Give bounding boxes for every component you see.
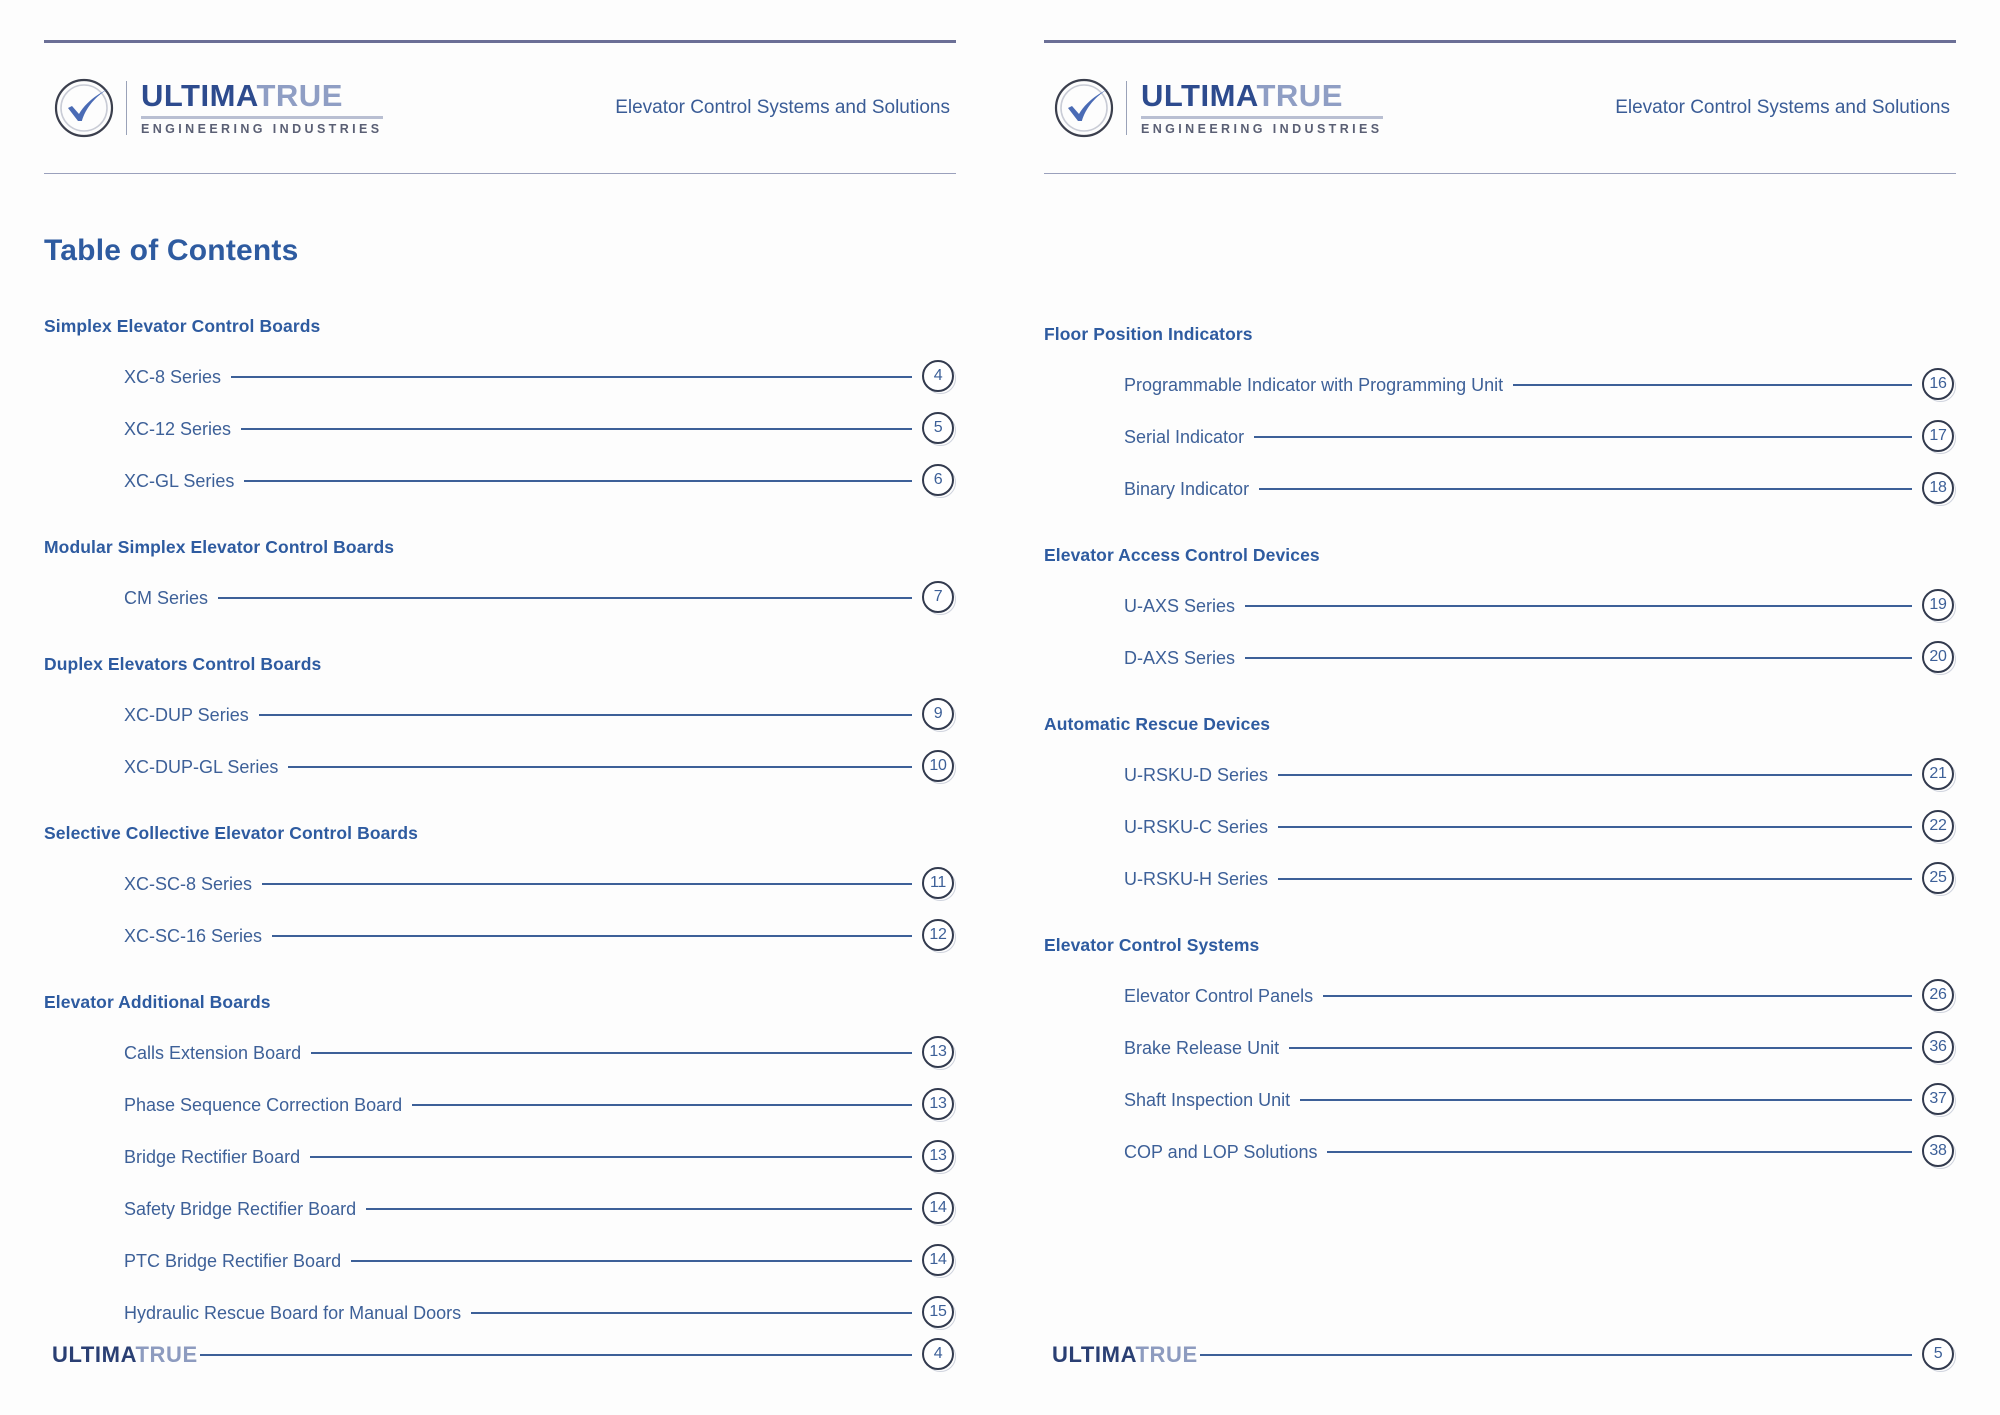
toc-leader-line [241,428,912,430]
header-title-left: Elevator Control Systems and Solutions [615,97,950,118]
toc-entry-label: Phase Sequence Correction Board [124,1094,403,1115]
toc-page-number: 5 [933,419,943,436]
toc-page-number-badge[interactable] [1922,472,1956,506]
footer-brand-primary: ULTIMA [1052,1342,1136,1367]
toc-entry-label: U-RSKU-D Series [1124,764,1269,785]
toc-leader-line [259,714,912,716]
toc-entry[interactable] [1044,749,1956,801]
toc-leader-line [1245,657,1912,659]
toc-group-title: Elevator Control Systems [1044,935,1260,955]
page-right [1000,0,2000,1415]
toc-page-number: 17 [1929,427,1947,444]
toc-page-number-badge[interactable] [922,581,956,615]
toc-page-number-badge[interactable] [1922,368,1956,402]
toc-page-number: 38 [1929,1142,1947,1159]
toc-leader-line [1278,774,1912,776]
toc-entry[interactable] [1044,411,1956,463]
brand-name-secondary: TRUE [1256,78,1343,114]
toc-page-number: 22 [1929,817,1947,834]
footer-brand-secondary: TRUE [1135,1342,1198,1367]
toc-leader-line [1278,878,1912,880]
toc-entry[interactable] [1044,970,1956,1022]
page-header-left [44,40,956,174]
toc-page-number: 18 [1929,479,1947,496]
toc-leader-line [1289,1047,1912,1049]
toc-page-number: 37 [1929,1090,1947,1107]
toc-entry-label: Serial Indicator [1124,426,1245,447]
toc-leader-line [471,1312,912,1314]
toc-entry-label: XC-DUP-GL Series [124,756,279,777]
toc-entry[interactable] [44,689,956,741]
toc-page-number: 15 [929,1303,947,1320]
toc-leader-line [1300,1099,1912,1101]
brand-logo-left [44,76,383,140]
toc-leader-line [351,1260,912,1262]
toc-entry[interactable] [1044,463,1956,515]
toc-leader-line [1259,488,1912,490]
toc-group-title: Automatic Rescue Devices [1044,714,1271,734]
toc-entry[interactable] [1044,853,1956,905]
toc-leader-line [288,766,912,768]
toc-leader-line [412,1104,912,1106]
toc-page-number: 10 [929,757,947,774]
toc-entry-label: Elevator Control Panels [1124,985,1314,1006]
toc-entry-label: XC-GL Series [124,470,235,491]
toc-entry-label: U-RSKU-C Series [1124,816,1269,837]
toc-group [1044,324,1956,515]
toc-group-title: Floor Position Indicators [1044,324,1253,344]
toc-entry-label: Binary Indicator [1124,478,1250,499]
footer-leader-line [200,1354,912,1356]
toc-group [44,823,956,962]
toc-leader-line [311,1052,912,1054]
brand-tagline: ENGINEERING INDUSTRIES [141,122,383,137]
toc-group [44,537,956,624]
brand-name-secondary: TRUE [256,78,343,114]
toc-entry-label: U-RSKU-H Series [1124,868,1269,889]
toc-page-number-badge[interactable] [922,698,956,732]
toc-page-number: 13 [929,1147,947,1164]
toc-entry[interactable] [44,1287,956,1339]
brand-wordmark [141,80,383,136]
toc-page-number-badge[interactable] [922,1244,956,1278]
footer-page-number: 5 [1933,1345,1943,1362]
toc-entry[interactable] [44,910,956,962]
toc-page-number-badge[interactable] [1922,1135,1956,1169]
toc-leader-line [1327,1151,1912,1153]
toc-leader-line [272,935,912,937]
toc-page-number-badge[interactable] [922,1088,956,1122]
footer-leader-line [1200,1354,1912,1356]
brand-tagline: ENGINEERING INDUSTRIES [1141,122,1383,137]
toc-entry[interactable] [44,572,956,624]
toc-page-number: 21 [1929,765,1947,782]
footer-brand-right [1044,1342,1198,1368]
toc-leader-line [1254,436,1912,438]
toc-entry-label: Programmable Indicator with Programming Unit [1124,374,1504,395]
page-footer-left [44,1335,956,1375]
toc-entry[interactable] [44,1079,956,1131]
footer-brand-secondary: TRUE [135,1342,198,1367]
toc-leader-line [1513,384,1912,386]
toc-entry-label: Calls Extension Board [124,1042,302,1063]
toc-entry[interactable] [44,1235,956,1287]
toc-page-number-badge[interactable] [1922,979,1956,1013]
toc-group [44,316,956,507]
toc-page-number-badge[interactable] [1922,1031,1956,1065]
toc-page-number: 16 [1929,375,1947,392]
toc-group-title: Selective Collective Elevator Control Boards [44,823,418,843]
toc-entry[interactable] [1044,1074,1956,1126]
toc-group-title: Elevator Additional Boards [44,992,271,1012]
toc-group [1044,714,1956,905]
toc-entry-label: CM Series [124,587,209,608]
toc-page-number-badge[interactable] [922,750,956,784]
toc-page-number-badge[interactable] [1922,420,1956,454]
toc-page-number-badge[interactable] [922,1036,956,1070]
brand-underline [141,116,383,119]
toc-group [44,992,956,1339]
toc-page-number-badge[interactable] [922,360,956,394]
footer-page-number-badge [1922,1338,1956,1372]
toc-page-number: 14 [929,1251,947,1268]
footer-page-number: 4 [933,1345,943,1362]
toc-entry[interactable] [44,1183,956,1235]
toc-entry-label: Brake Release Unit [1124,1037,1280,1058]
toc-entry[interactable] [1044,359,1956,411]
toc-page-number-badge[interactable] [1922,862,1956,896]
toc-page-number: 12 [929,926,947,943]
toc-page-number-badge[interactable] [922,867,956,901]
toc-group [44,654,956,793]
toc-entry[interactable] [1044,801,1956,853]
toc-page-number-badge[interactable] [922,1192,956,1226]
brand-divider [1126,81,1127,135]
toc-entry[interactable] [44,858,956,910]
toc-entry-label: XC-12 Series [124,418,232,439]
toc-page-number-badge[interactable] [922,919,956,953]
footer-brand-left [44,1342,198,1368]
toc-page-number-badge[interactable] [922,464,956,498]
toc-page-number: 9 [933,705,943,722]
toc-page-number: 26 [1929,986,1947,1003]
page-header-right [1044,40,1956,174]
toc-page-number: 11 [929,874,946,891]
toc-entry[interactable] [44,741,956,793]
toc-page-number: 19 [1929,596,1947,613]
toc-page-number: 6 [933,471,943,488]
toc-group-title: Elevator Access Control Devices [1044,545,1320,565]
toc-group [1044,935,1956,1178]
toc-entry-label: COP and LOP Solutions [1124,1141,1318,1162]
toc-leader-line [218,597,912,599]
toc-leader-line [366,1208,912,1210]
footer-page-number-badge [922,1338,956,1372]
footer-brand-primary: ULTIMA [52,1342,136,1367]
toc-group-title: Duplex Elevators Control Boards [44,654,322,674]
toc-leader-line [1245,605,1912,607]
brand-divider [126,81,127,135]
toc-leader-line [1323,995,1912,997]
toc-page-number: 7 [933,588,943,605]
toc-entry[interactable] [44,1131,956,1183]
toc-page-number: 4 [933,367,943,384]
toc-leader-line [262,883,912,885]
toc-page-number-badge[interactable] [922,412,956,446]
header-title-right: Elevator Control Systems and Solutions [1615,97,1950,118]
toc-group-title: Simplex Elevator Control Boards [44,316,321,336]
toc-leader-line [310,1156,912,1158]
toc-entry[interactable] [44,455,956,507]
toc-entry-label: Shaft Inspection Unit [1124,1089,1291,1110]
brand-underline [1141,116,1383,119]
toc-list-right [1044,324,1956,1178]
toc-entry-label: XC-SC-16 Series [124,925,263,946]
brand-name-primary: ULTIMA [1141,78,1257,114]
toc-page-number: 13 [929,1095,947,1112]
toc-entry-label: Bridge Rectifier Board [124,1146,301,1167]
toc-entry[interactable] [1044,1022,1956,1074]
toc-group-title: Modular Simplex Elevator Control Boards [44,537,395,557]
toc-page-number: 36 [1929,1038,1947,1055]
brand-name-primary: ULTIMA [141,78,257,114]
toc-page-number-badge[interactable] [922,1296,956,1330]
toc-page-number-badge[interactable] [1922,758,1956,792]
toc-entry-label: D-AXS Series [1124,647,1236,668]
toc-entry[interactable] [44,403,956,455]
toc-entry[interactable] [1044,1126,1956,1178]
toc-entry-label: Safety Bridge Rectifier Board [124,1198,357,1219]
toc-leader-line [1278,826,1912,828]
page-title: Table of Contents [44,234,299,267]
toc-page-number-badge[interactable] [1922,1083,1956,1117]
toc-page-number: 13 [929,1043,947,1060]
toc-entry-label: PTC Bridge Rectifier Board [124,1250,342,1271]
toc-entry[interactable] [44,1027,956,1079]
toc-entry-label: XC-8 Series [124,366,222,387]
toc-page-number-badge[interactable] [1922,589,1956,623]
toc-leader-line [244,480,912,482]
brand-wordmark [1141,80,1383,136]
toc-entry[interactable] [1044,580,1956,632]
toc-entry-label: XC-SC-8 Series [124,873,253,894]
brand-logo-right [1044,76,1383,140]
toc-page-number: 25 [1929,869,1947,886]
toc-page-number-badge[interactable] [1922,641,1956,675]
toc-group [1044,545,1956,684]
toc-leader-line [231,376,912,378]
circle-checkmark-logo-icon [1052,76,1116,140]
toc-list-left [44,316,956,1339]
toc-page-number-badge[interactable] [1922,810,1956,844]
toc-entry-label: Hydraulic Rescue Board for Manual Doors [124,1302,462,1323]
toc-page-number-badge[interactable] [922,1140,956,1174]
toc-entry[interactable] [44,351,956,403]
toc-page-number: 14 [929,1199,947,1216]
page-footer-right [1044,1335,1956,1375]
toc-page-number: 20 [1929,648,1947,665]
circle-checkmark-logo-icon [52,76,116,140]
toc-entry-label: U-AXS Series [1124,595,1236,616]
toc-entry[interactable] [1044,632,1956,684]
toc-entry-label: XC-DUP Series [124,704,249,725]
